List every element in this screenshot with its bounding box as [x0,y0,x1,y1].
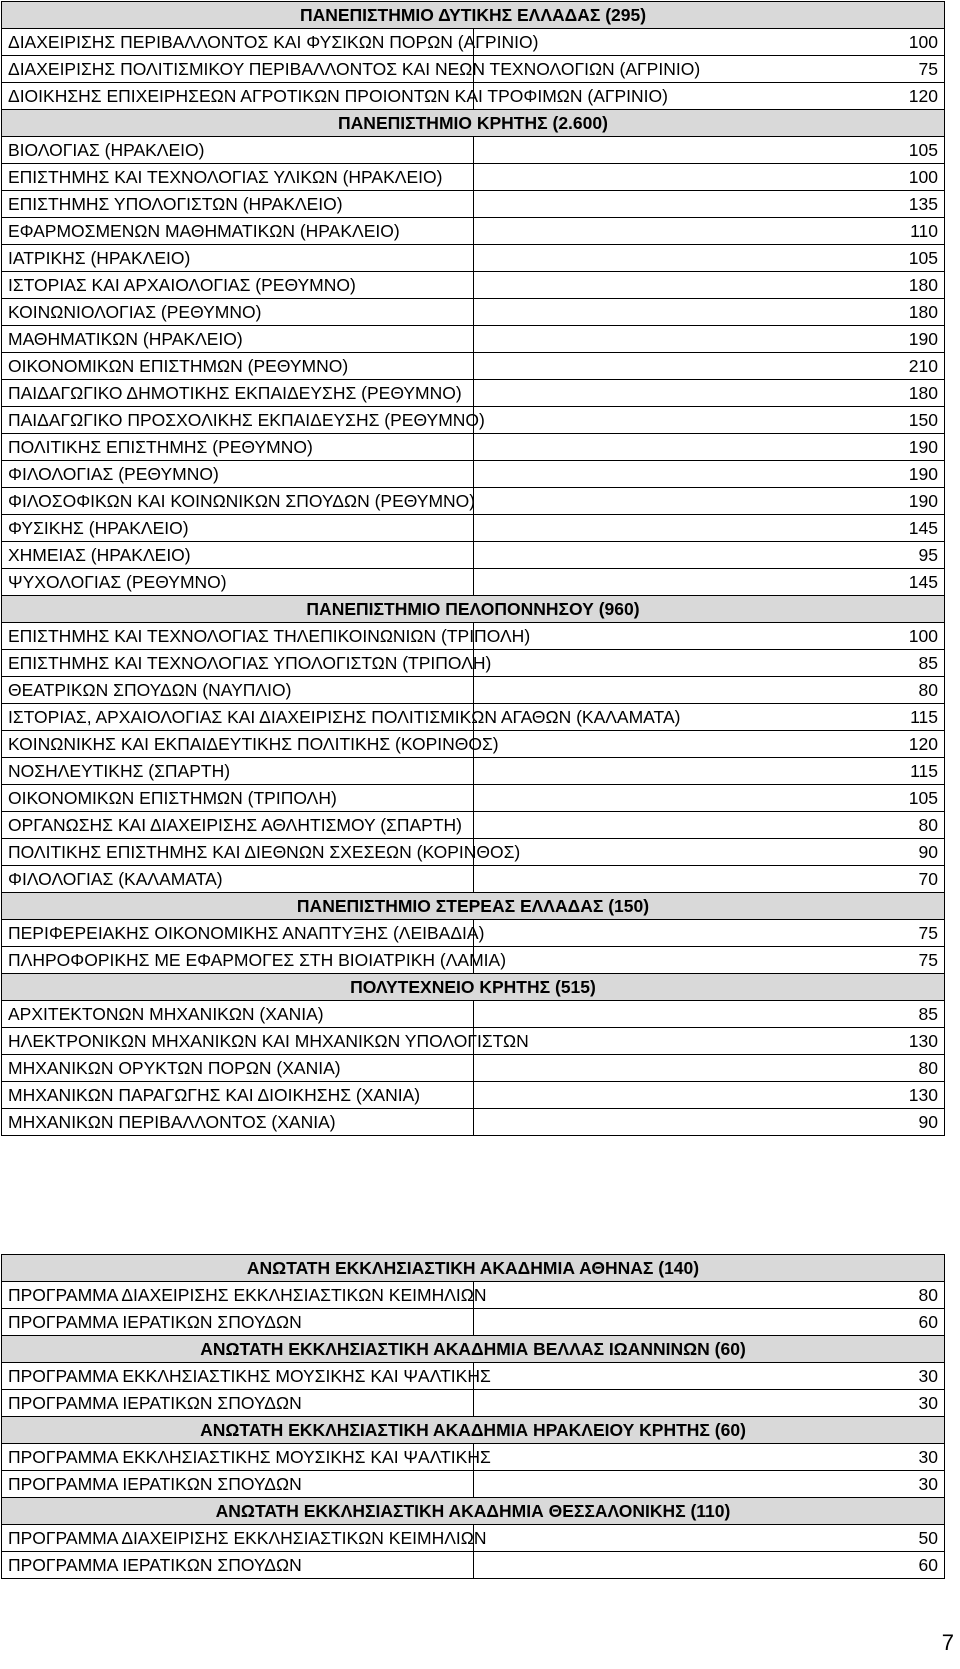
department-count: 120 [473,731,945,758]
department-row [2,272,945,299]
department-row [2,1471,945,1498]
department-count: 105 [473,245,945,272]
department-row [2,1055,945,1082]
department-name: ΦΥΣΙΚΗΣ (ΗΡΑΚΛΕΙΟ) [2,515,474,542]
department-row [2,1444,945,1471]
department-count: 85 [473,1001,945,1028]
department-name: ΜΗΧΑΝΙΚΩΝ ΠΑΡΑΓΩΓΗΣ ΚΑΙ ΔΙΟΙΚΗΣΗΣ (ΧΑΝΙΑ) [2,1082,474,1109]
department-count: 80 [473,812,945,839]
department-row [2,191,945,218]
department-row [2,1109,945,1136]
department-name: ΙΑΤΡΙΚΗΣ (ΗΡΑΚΛΕΙΟ) [2,245,474,272]
department-count: 30 [473,1363,945,1390]
department-count: 80 [473,1055,945,1082]
institution-title: ΠΑΝΕΠΙΣΤΗΜΙΟ ΣΤΕΡΕΑΣ ΕΛΛΑΔΑΣ (150) [2,893,945,920]
department-row [2,164,945,191]
department-count: 70 [473,866,945,893]
department-name: ΠΑΙΔΑΓΩΓΙΚΟ ΔΗΜΟΤΙΚΗΣ ΕΚΠΑΙΔΕΥΣΗΣ (ΡΕΘΥΜΝΟ) [2,380,474,407]
institution-header-row [2,2,945,29]
department-name: ΚΟΙΝΩΝΙΚΗΣ ΚΑΙ ΕΚΠΑΙΔΕΥΤΙΚΗΣ ΠΟΛΙΤΙΚΗΣ (ΚΟΡΙΝΘΟΣ) [2,731,474,758]
department-count: 105 [473,785,945,812]
department-count: 100 [473,29,945,56]
department-count: 110 [473,218,945,245]
department-name: ΠΑΙΔΑΓΩΓΙΚΟ ΠΡΟΣΧΟΛΙΚΗΣ ΕΚΠΑΙΔΕΥΣΗΣ (ΡΕΘΥΜΝΟ) [2,407,474,434]
department-name: ΠΟΛΙΤΙΚΗΣ ΕΠΙΣΤΗΜΗΣ (ΡΕΘΥΜΝΟ) [2,434,474,461]
department-row [2,488,945,515]
department-count: 75 [473,947,945,974]
institution-title: ΠΑΝΕΠΙΣΤΗΜΙΟ ΔΥΤΙΚΗΣ ΕΛΛΑΔΑΣ (295) [2,2,945,29]
department-name: ΨΥΧΟΛΟΓΙΑΣ (ΡΕΘΥΜΝΟ) [2,569,474,596]
department-row [2,515,945,542]
department-row [2,434,945,461]
department-count: 105 [473,137,945,164]
department-count: 90 [473,1109,945,1136]
department-count: 145 [473,569,945,596]
department-row [2,812,945,839]
department-count: 190 [473,488,945,515]
department-name: ΦΙΛΟΣΟΦΙΚΩΝ ΚΑΙ ΚΟΙΝΩΝΙΚΩΝ ΣΠΟΥΔΩΝ (ΡΕΘΥΜΝΟ) [2,488,474,515]
department-row [2,245,945,272]
institution-header-row [2,110,945,137]
department-count: 95 [473,542,945,569]
department-row [2,461,945,488]
department-row [2,704,945,731]
department-count: 80 [473,1282,945,1309]
institution-title: ΑΝΩΤΑΤΗ ΕΚΚΛΗΣΙΑΣΤΙΚΗ ΑΚΑΔΗΜΙΑ ΘΕΣΣΑΛΟΝΙΚΗΣ (110) [2,1498,945,1525]
department-row [2,731,945,758]
department-count: 30 [473,1444,945,1471]
department-name: ΕΠΙΣΤΗΜΗΣ ΥΠΟΛΟΓΙΣΤΩΝ (ΗΡΑΚΛΕΙΟ) [2,191,474,218]
department-row [2,542,945,569]
department-row [2,1363,945,1390]
department-row [2,839,945,866]
institution-title: ΠΑΝΕΠΙΣΤΗΜΙΟ ΠΕΛΟΠΟΝΝΗΣΟΥ (960) [2,596,945,623]
department-name: ΑΡΧΙΤΕΚΤΟΝΩΝ ΜΗΧΑΝΙΚΩΝ (ΧΑΝΙΑ) [2,1001,474,1028]
department-count: 180 [473,299,945,326]
department-row [2,380,945,407]
department-row [2,1390,945,1417]
department-name: ΦΙΛΟΛΟΓΙΑΣ (ΡΕΘΥΜΝΟ) [2,461,474,488]
department-name: ΟΡΓΑΝΩΣΗΣ ΚΑΙ ΔΙΑΧΕΙΡΙΣΗΣ ΑΘΛΗΤΙΣΜΟΥ (ΣΠΑΡΤΗ) [2,812,474,839]
department-name: ΜΗΧΑΝΙΚΩΝ ΟΡΥΚΤΩΝ ΠΟΡΩΝ (ΧΑΝΙΑ) [2,1055,474,1082]
department-name: ΙΣΤΟΡΙΑΣ ΚΑΙ ΑΡΧΑΙΟΛΟΓΙΑΣ (ΡΕΘΥΜΝΟ) [2,272,474,299]
department-row [2,83,945,110]
institution-title: ΠΟΛΥΤΕΧΝΕΙΟ ΚΡΗΤΗΣ (515) [2,974,945,1001]
department-count: 130 [473,1082,945,1109]
department-name: ΒΙΟΛΟΓΙΑΣ (ΗΡΑΚΛΕΙΟ) [2,137,474,164]
department-name: ΕΦΑΡΜΟΣΜΕΝΩΝ ΜΑΘΗΜΑΤΙΚΩΝ (ΗΡΑΚΛΕΙΟ) [2,218,474,245]
department-name: ΝΟΣΗΛΕΥΤΙΚΗΣ (ΣΠΑΡΤΗ) [2,758,474,785]
department-row [2,56,945,83]
department-name: ΠΡΟΓΡΑΜΜΑ ΕΚΚΛΗΣΙΑΣΤΙΚΗΣ ΜΟΥΣΙΚΗΣ ΚΑΙ ΨΑΛΤΙΚΗΣ [2,1444,474,1471]
institution-header-row [2,1498,945,1525]
department-count: 190 [473,326,945,353]
department-row [2,137,945,164]
department-count: 100 [473,164,945,191]
institution-header-row [2,1336,945,1363]
department-name: ΠΡΟΓΡΑΜΜΑ ΙΕΡΑΤΙΚΩΝ ΣΠΟΥΔΩΝ [2,1552,474,1579]
department-name: ΠΡΟΓΡΑΜΜΑ ΙΕΡΑΤΙΚΩΝ ΣΠΟΥΔΩΝ [2,1390,474,1417]
department-name: ΧΗΜΕΙΑΣ (ΗΡΑΚΛΕΙΟ) [2,542,474,569]
department-row [2,1028,945,1055]
department-row [2,920,945,947]
department-name: ΠΡΟΓΡΑΜΜΑ ΙΕΡΑΤΙΚΩΝ ΣΠΟΥΔΩΝ [2,1471,474,1498]
department-row [2,326,945,353]
department-count: 80 [473,677,945,704]
department-count: 115 [473,758,945,785]
department-row [2,353,945,380]
department-count: 190 [473,461,945,488]
department-row [2,1082,945,1109]
department-row [2,1552,945,1579]
department-name: ΔΙΟΙΚΗΣΗΣ ΕΠΙΧΕΙΡΗΣΕΩΝ ΑΓΡΟΤΙΚΩΝ ΠΡΟΙΟΝΤΩΝ ΚΑΙ ΤΡΟΦΙΜΩΝ (ΑΓΡΙΝΙΟ) [2,83,474,110]
department-name: ΕΠΙΣΤΗΜΗΣ ΚΑΙ ΤΕΧΝΟΛΟΓΙΑΣ ΥΛΙΚΩΝ (ΗΡΑΚΛΕΙΟ) [2,164,474,191]
department-count: 60 [473,1552,945,1579]
department-row [2,1282,945,1309]
department-row [2,623,945,650]
department-count: 85 [473,650,945,677]
department-name: ΕΠΙΣΤΗΜΗΣ ΚΑΙ ΤΕΧΝΟΛΟΓΙΑΣ ΤΗΛΕΠΙΚΟΙΝΩΝΙΩΝ (ΤΡΙΠΟΛΗ) [2,623,474,650]
department-name: ΠΛΗΡΟΦΟΡΙΚΗΣ ΜΕ ΕΦΑΡΜΟΓΕΣ ΣΤΗ ΒΙΟΙΑΤΡΙΚΗ (ΛΑΜΙΑ) [2,947,474,974]
institution-header-row [2,974,945,1001]
department-row [2,758,945,785]
department-count: 75 [473,920,945,947]
department-count: 145 [473,515,945,542]
department-count: 60 [473,1309,945,1336]
church-academies-quota-table [1,1254,945,1579]
department-count: 150 [473,407,945,434]
department-name: ΙΣΤΟΡΙΑΣ, ΑΡΧΑΙΟΛΟΓΙΑΣ ΚΑΙ ΔΙΑΧΕΙΡΙΣΗΣ ΠΟΛΙΤΙΣΜΙΚΩΝ ΑΓΑΘΩΝ (ΚΑΛΑΜΑΤΑ) [2,704,474,731]
department-count: 115 [473,704,945,731]
department-count: 190 [473,434,945,461]
church-academies-table-body [2,1255,945,1579]
department-name: ΦΙΛΟΛΟΓΙΑΣ (ΚΑΛΑΜΑΤΑ) [2,866,474,893]
department-count: 180 [473,380,945,407]
department-row [2,650,945,677]
department-count: 50 [473,1525,945,1552]
department-row [2,785,945,812]
department-name: ΠΕΡΙΦΕΡΕΙΑΚΗΣ ΟΙΚΟΝΟΜΙΚΗΣ ΑΝΑΠΤΥΞΗΣ (ΛΕΙΒΑΔΙΑ) [2,920,474,947]
department-row [2,677,945,704]
department-row [2,218,945,245]
page-number: 7 [941,1630,954,1655]
department-row [2,1309,945,1336]
institution-header-row [2,596,945,623]
department-row [2,947,945,974]
department-name: ΗΛΕΚΤΡΟΝΙΚΩΝ ΜΗΧΑΝΙΚΩΝ ΚΑΙ ΜΗΧΑΝΙΚΩΝ ΥΠΟΛΟΓΙΣΤΩΝ [2,1028,474,1055]
department-count: 75 [473,56,945,83]
department-name: ΠΡΟΓΡΑΜΜΑ ΕΚΚΛΗΣΙΑΣΤΙΚΗΣ ΜΟΥΣΙΚΗΣ ΚΑΙ ΨΑΛΤΙΚΗΣ [2,1363,474,1390]
department-row [2,866,945,893]
institution-header-row [2,1417,945,1444]
institution-header-row [2,1255,945,1282]
department-name: ΘΕΑΤΡΙΚΩΝ ΣΠΟΥΔΩΝ (ΝΑΥΠΛΙΟ) [2,677,474,704]
department-name: ΠΟΛΙΤΙΚΗΣ ΕΠΙΣΤΗΜΗΣ ΚΑΙ ΔΙΕΘΝΩΝ ΣΧΕΣΕΩΝ (ΚΟΡΙΝΘΟΣ) [2,839,474,866]
universities-table-body [2,2,945,1136]
department-name: ΠΡΟΓΡΑΜΜΑ ΙΕΡΑΤΙΚΩΝ ΣΠΟΥΔΩΝ [2,1309,474,1336]
department-name: ΜΑΘΗΜΑΤΙΚΩΝ (ΗΡΑΚΛΕΙΟ) [2,326,474,353]
department-count: 120 [473,83,945,110]
institution-title: ΑΝΩΤΑΤΗ ΕΚΚΛΗΣΙΑΣΤΙΚΗ ΑΚΑΔΗΜΙΑ ΗΡΑΚΛΕΙΟΥ ΚΡΗΤΗΣ (60) [2,1417,945,1444]
institution-header-row [2,893,945,920]
department-count: 30 [473,1471,945,1498]
institution-title: ΑΝΩΤΑΤΗ ΕΚΚΛΗΣΙΑΣΤΙΚΗ ΑΚΑΔΗΜΙΑ ΒΕΛΛΑΣ ΙΩΑΝΝΙΝΩΝ (60) [2,1336,945,1363]
department-row [2,1001,945,1028]
department-name: ΕΠΙΣΤΗΜΗΣ ΚΑΙ ΤΕΧΝΟΛΟΓΙΑΣ ΥΠΟΛΟΓΙΣΤΩΝ (ΤΡΙΠΟΛΗ) [2,650,474,677]
department-count: 90 [473,839,945,866]
department-name: ΠΡΟΓΡΑΜΜΑ ΔΙΑΧΕΙΡΙΣΗΣ ΕΚΚΛΗΣΙΑΣΤΙΚΩΝ ΚΕΙΜΗΛΙΩΝ [2,1282,474,1309]
department-row [2,299,945,326]
department-count: 210 [473,353,945,380]
department-name: ΟΙΚΟΝΟΜΙΚΩΝ ΕΠΙΣΤΗΜΩΝ (ΡΕΘΥΜΝΟ) [2,353,474,380]
department-name: ΔΙΑΧΕΙΡΙΣΗΣ ΠΟΛΙΤΙΣΜΙΚΟΥ ΠΕΡΙΒΑΛΛΟΝΤΟΣ ΚΑΙ ΝΕΩΝ ΤΕΧΝΟΛΟΓΙΩΝ (ΑΓΡΙΝΙΟ) [2,56,474,83]
department-row [2,407,945,434]
department-row [2,29,945,56]
department-count: 135 [473,191,945,218]
institution-title: ΑΝΩΤΑΤΗ ΕΚΚΛΗΣΙΑΣΤΙΚΗ ΑΚΑΔΗΜΙΑ ΑΘΗΝΑΣ (140) [2,1255,945,1282]
universities-quota-table [1,1,945,1136]
department-row [2,569,945,596]
department-count: 180 [473,272,945,299]
department-name: ΔΙΑΧΕΙΡΙΣΗΣ ΠΕΡΙΒΑΛΛΟΝΤΟΣ ΚΑΙ ΦΥΣΙΚΩΝ ΠΟΡΩΝ (ΑΓΡΙΝΙΟ) [2,29,474,56]
department-name: ΜΗΧΑΝΙΚΩΝ ΠΕΡΙΒΑΛΛΟΝΤΟΣ (ΧΑΝΙΑ) [2,1109,474,1136]
institution-title: ΠΑΝΕΠΙΣΤΗΜΙΟ ΚΡΗΤΗΣ (2.600) [2,110,945,137]
department-name: ΠΡΟΓΡΑΜΜΑ ΔΙΑΧΕΙΡΙΣΗΣ ΕΚΚΛΗΣΙΑΣΤΙΚΩΝ ΚΕΙΜΗΛΙΩΝ [2,1525,474,1552]
department-name: ΚΟΙΝΩΝΙΟΛΟΓΙΑΣ (ΡΕΘΥΜΝΟ) [2,299,474,326]
department-count: 130 [473,1028,945,1055]
department-count: 100 [473,623,945,650]
department-name: ΟΙΚΟΝΟΜΙΚΩΝ ΕΠΙΣΤΗΜΩΝ (ΤΡΙΠΟΛΗ) [2,785,474,812]
department-row [2,1525,945,1552]
department-count: 30 [473,1390,945,1417]
